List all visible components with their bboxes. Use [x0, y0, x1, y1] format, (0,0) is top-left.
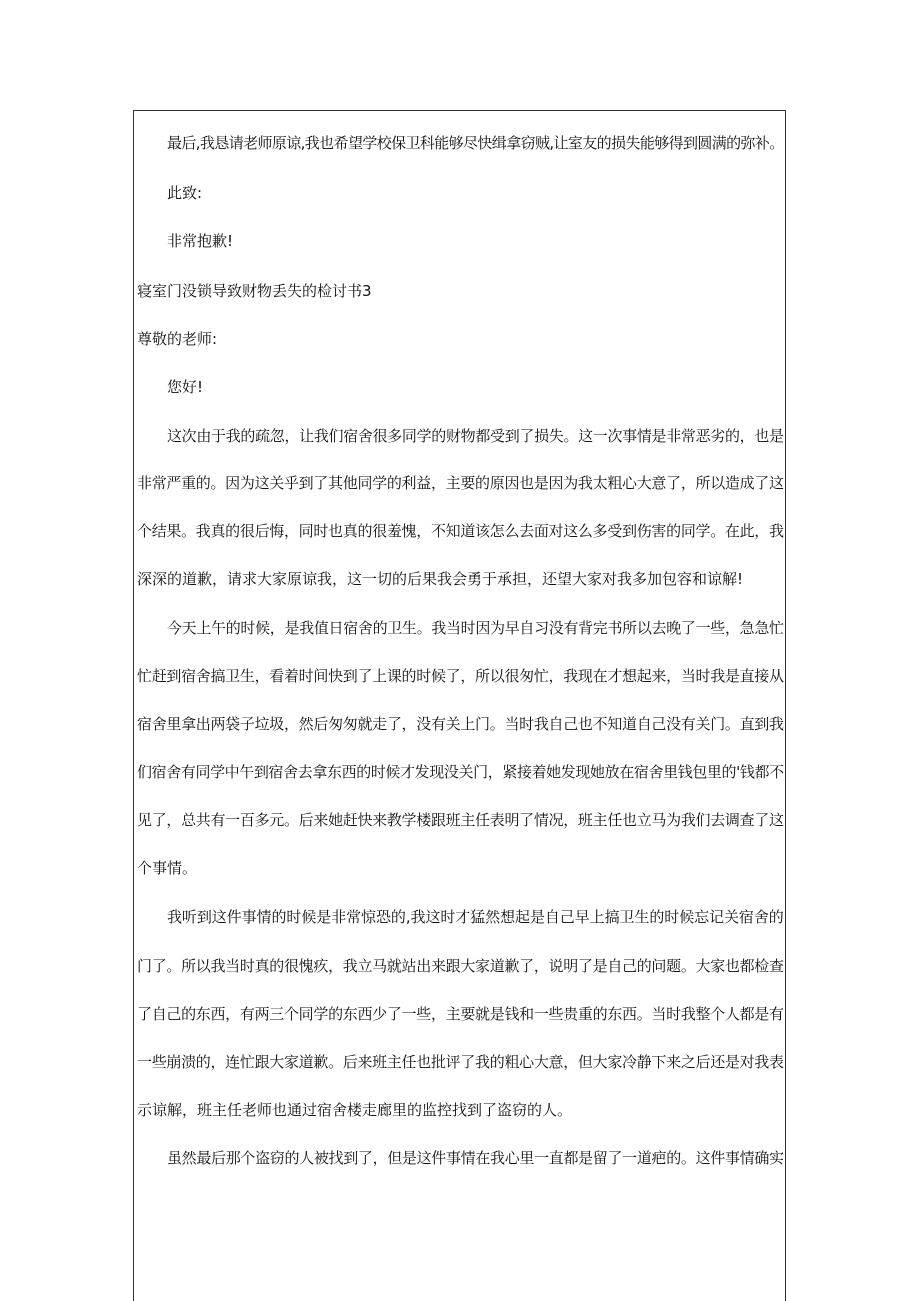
paragraph-line: 虽然最后那个盗窃的人被找到了，但是这件事情在我心里一直都是留了一道疤的。这件事情确实	[167, 1149, 784, 1167]
closing-paragraph: 最后,我恳请老师原谅,我也希望学校保卫科能够尽快缉拿窃贼,让室友的损失能够得到圆满的弥补。	[167, 134, 784, 152]
paragraph-line: 个事情。	[137, 859, 198, 877]
paragraph-line: 深深的道歉，请求大家原谅我，这一切的后果我会勇于承担，还望大家对我多加包容和谅解!	[137, 570, 744, 588]
paragraph-line: 了自己的东西，有两三个同学的东西少了一些，主要就是钱和一些贵重的东西。当时我整个人都是有	[137, 1005, 784, 1023]
apology-line: 非常抱歉!	[167, 232, 234, 250]
greeting-recipient: 尊敬的老师:	[137, 330, 218, 348]
paragraph-line: 忙赶到宿舍搞卫生，看着时间快到了上课的时候了，所以很匆忙，我现在才想起来，当时我是直接从	[137, 667, 784, 685]
paragraph-line: 这次由于我的疏忽，让我们宿舍很多同学的财物都受到了损失。这一次事情是非常恶劣的，也是	[167, 427, 784, 445]
paragraph-line: 示谅解，班主任老师也通过宿舍楼走廊里的监控找到了盗窃的人。	[137, 1101, 573, 1119]
greeting-hello: 您好!	[167, 378, 204, 396]
paragraph-line: 宿舍里拿出两袋子垃圾，然后匆匆就走了，没有关上门。当时我自己也不知道自己没有关门。直到我	[137, 715, 784, 733]
paragraph-line: 们宿舍有同学中午到宿舍去拿东西的时候才发现没关门，紧接着她发现她放在宿舍里钱包里的'钱都不	[137, 763, 784, 781]
paragraph-line: 个结果。我真的很后悔，同时也真的很羞愧，不知道该怎么去面对这么多受到伤害的同学。在此，我	[137, 522, 784, 540]
section-title: 寝室门没锁导致财物丢失的检讨书3	[137, 282, 372, 300]
paragraph-line: 一些崩溃的，连忙跟大家道歉。后来班主任也批评了我的粗心大意，但大家冷静下来之后还是对我表	[137, 1053, 784, 1071]
paragraph-line: 今天上午的时候，是我值日宿舍的卫生。我当时因为早自习没有背完书所以去晚了一些，急急忙	[167, 619, 784, 637]
salutation-close: 此致:	[167, 184, 203, 202]
paragraph-line: 门了。所以我当时真的很愧疚，我立马就站出来跟大家道歉了，说明了是自己的问题。大家也都检查	[137, 957, 784, 975]
paragraph-line: 见了，总共有一百多元。后来她赶快来教学楼跟班主任表明了情况，班主任也立马为我们去调查了这	[137, 811, 784, 829]
paragraph-line: 我听到这件事情的时候是非常惊恐的,我这时才猛然想起是自己早上搞卫生的时候忘记关宿舍的	[167, 908, 784, 926]
paragraph-line: 非常严重的。因为这关乎到了其他同学的利益，主要的原因也是因为我太粗心大意了，所以造成了这	[137, 474, 784, 492]
